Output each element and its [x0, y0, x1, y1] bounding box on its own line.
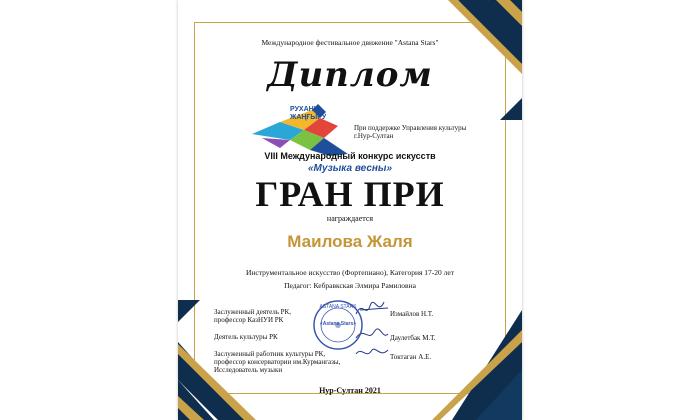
winner-name: Маилова Жаля	[287, 232, 413, 251]
corner-decoration-bottom-right	[432, 300, 522, 420]
signatory-3-name: Токтаган А.Е.	[390, 353, 432, 361]
awarded-text: награждается	[326, 214, 374, 223]
teacher-text: Педагог: Кебравкская Элмира Рамиловна	[284, 281, 416, 290]
footer-city-year: Нур-Султан 2021	[319, 386, 381, 395]
signatory-1-name: Измайлов Н.Т.	[390, 310, 434, 318]
contest-name: VIII Международный конкурс искусств	[264, 151, 436, 161]
diploma-page	[178, 0, 522, 420]
festival-name: «Музыка весны»	[307, 163, 393, 174]
support-text: При поддержке Управления культуры г.Нур-Султан	[354, 124, 467, 140]
signatory-2-name: Даулетбак М.Т.	[390, 334, 436, 342]
movement-text: Международное фестивальное движение "Astana Stars"	[261, 38, 439, 47]
signatory-1-title: Заслуженный деятель РК, профессор КазНУИ РК	[214, 308, 291, 324]
category-text: Инструментальное искусство (Фортепиано), Категория 17-20 лет	[245, 268, 455, 277]
award-title: ГРАН ПРИ	[255, 174, 445, 214]
stamp-outer-text: ASTANA STARS	[319, 304, 357, 310]
diploma-title: Диплом	[267, 55, 433, 95]
astana-stars-stamp	[312, 299, 364, 356]
stamp-center-text: «Astana Stars»	[319, 321, 357, 327]
signatory-2-title: Деятель культуры РК	[214, 333, 278, 341]
signatory-3-title: Заслуженный работник культуры РК, профессор консерватории им.Курмангазы, Исследователь музыки	[214, 350, 341, 374]
logo-line1: РУХАНИ	[290, 106, 319, 113]
logo-line2: ЖАҢҒЫРУ	[290, 114, 327, 121]
